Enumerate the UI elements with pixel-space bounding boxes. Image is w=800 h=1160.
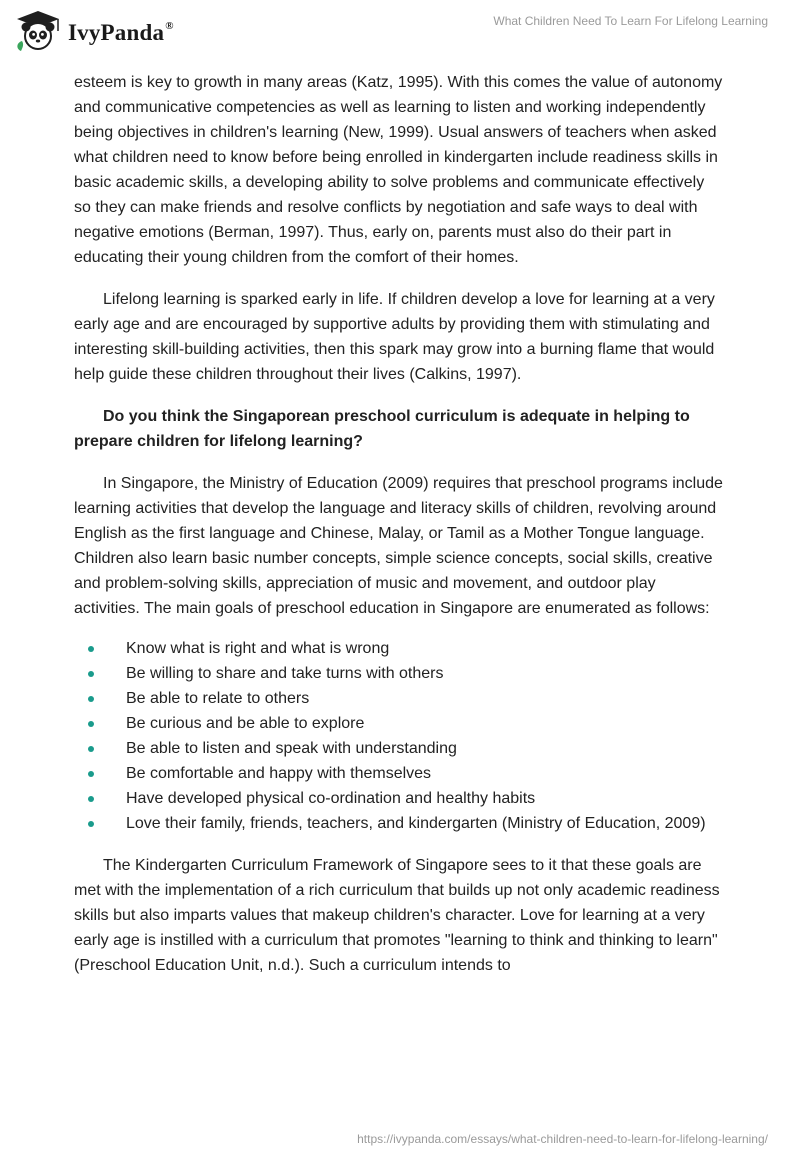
list-item: Be able to listen and speak with understanding xyxy=(74,736,724,761)
document-title: What Children Need To Learn For Lifelong Learning xyxy=(493,14,768,28)
brand-name: IvyPanda® xyxy=(68,20,174,45)
bullet-icon xyxy=(88,796,94,802)
bullet-icon xyxy=(88,746,94,752)
list-item: Love their family, friends, teachers, and kindergarten (Ministry of Education, 2009) xyxy=(74,811,724,836)
paragraph-2: Lifelong learning is sparked early in life. If children develop a love for learning at a very early age and are encouraged by supportive adults by providing them with stimulating and interesting skill-building activities, then this spark may grow into a burning flame that would help guide these children throughout their lives (Calkins, 1997). xyxy=(74,291,715,383)
list-item: Be willing to share and take turns with others xyxy=(74,661,724,686)
bullet-icon xyxy=(88,821,94,827)
list-item: Be curious and be able to explore xyxy=(74,711,724,736)
list-item: Have developed physical co-ordination and healthy habits xyxy=(74,786,724,811)
page-header xyxy=(0,0,800,70)
list-item: Be able to relate to others xyxy=(74,686,724,711)
paragraph-4: The Kindergarten Curriculum Framework of Singapore sees to it that these goals are met with the implementation of a rich curriculum that builds up not only academic readiness skills but also imparts values that makeup children's character. Love for learning at a very early age is instilled with a curriculum that promotes "learning to think and thinking to learn" (Preschool Education Unit, n.d.). Such a curriculum intends to xyxy=(74,857,720,974)
ivypanda-logo[interactable] xyxy=(14,9,174,53)
section-question: Do you think the Singaporean preschool curriculum is adequate in helping to prepare children for lifelong learning? xyxy=(74,408,690,450)
bullet-icon xyxy=(88,646,94,652)
bullet-icon xyxy=(88,771,94,777)
list-item: Know what is right and what is wrong xyxy=(74,636,724,661)
bullet-icon xyxy=(88,721,94,727)
bullet-icon xyxy=(88,696,94,702)
list-item: Be comfortable and happy with themselves xyxy=(74,761,724,786)
bullet-icon xyxy=(88,671,94,677)
source-url[interactable]: https://ivypanda.com/essays/what-children-need-to-learn-for-lifelong-learning/ xyxy=(357,1132,768,1146)
essay-body xyxy=(74,70,724,995)
paragraph-3: In Singapore, the Ministry of Education (2009) requires that preschool programs include learning activities that develop the language and literacy skills of children, revolving around English as the first language and Chinese, Malay, or Tamil as a Mother Tongue language. Children also learn basic number concepts, simple science concepts, social skills, creative and problem-solving skills, appreciation of music and movement, and outdoor play activities. The main goals of preschool education in Singapore are enumerated as follows: xyxy=(74,475,723,617)
goals-list xyxy=(74,636,724,836)
paragraph-1: esteem is key to growth in many areas (Katz, 1995). With this comes the value of autonomy and communicative competencies as well as learning to listen and working independently being objectives in children's learning (New, 1999). Usual answers of teachers when asked what children need to know before being enrolled in kindergarten include readiness skills in basic academic skills, a developing ability to solve problems and communicate effectively so they can make friends and resolve conflicts by negotiation and safe ways to deal with negative emotions (Berman, 1997). Thus, early on, parents must also do their part in educating their young children from the comfort of their homes. xyxy=(74,74,723,266)
panda-graduate-icon xyxy=(14,9,62,53)
